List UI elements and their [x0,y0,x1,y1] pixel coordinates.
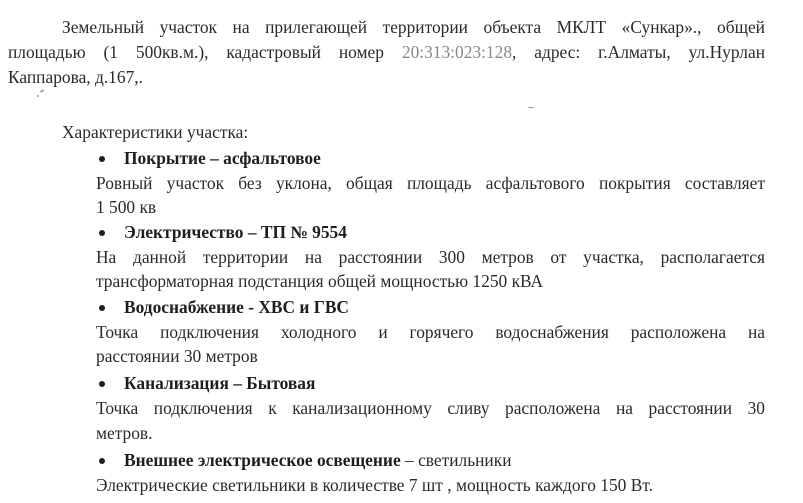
bullet-icon [96,449,124,471]
item-title-bold: Внешнее электрическое освещение [124,450,401,470]
list-item-title [96,296,349,318]
item-desc-line: 1 500 кв [96,197,157,217]
intro-line-1: Земельный участок на прилегающей территории объекта МКЛТ «Сункар»., общей [62,17,765,37]
list-item-title [96,221,347,243]
intro-line-2-start: площадью (1 500кв.м.), кадастровый номер [8,42,402,62]
item-desc-line: трансформаторная подстанция общей мощностью 1250 кВА [96,271,544,291]
intro-line-2-end: , адрес: г.Алматы, ул.Нурлан [512,42,765,62]
bullet-icon [96,221,124,243]
item-desc-line: Ровный участок без уклона, общая площадь асфальтового покрытия составляет [96,173,765,193]
item-title-bold: Канализация – Бытовая [124,373,316,393]
scan-speck [37,95,39,97]
bullet-icon [96,147,124,169]
characteristics-heading: Характеристики участка: [62,122,249,142]
item-desc-line: Точка подключения к канализационному сливу расположена на расстоянии 30 [96,398,765,418]
bullet-icon [96,296,124,318]
item-title-rest: – светильники [400,450,512,470]
item-desc-line: Электрические светильники в количестве 7 шт , мощность каждого 150 Вт. [96,475,653,495]
scan-speck [40,89,44,93]
bullet-icon [96,372,124,394]
intro-line-2 [8,41,765,63]
item-desc-line: На данной территории на расстоянии 300 метров от участка, располагается [96,247,765,267]
list-item-title [96,147,321,169]
item-title-bold: Электричество – ТП № 9554 [124,222,347,242]
scan-speck [528,107,534,108]
cadastral-number: 20:313:023:128 [401,42,513,62]
list-item-title [96,372,315,394]
list-item-title [96,449,512,471]
item-desc-line: расстоянии 30 метров [96,346,258,366]
intro-line-3: Каппарова, д.167,. [8,67,143,87]
item-title-bold: Водоснабжение - ХВС и ГВС [124,297,349,317]
item-desc-line: Точка подключения холодного и горячего водоснабжения расположена на [96,322,765,342]
item-desc-line: метров. [96,423,153,443]
item-title-bold: Покрытие – асфальтовое [124,148,321,168]
